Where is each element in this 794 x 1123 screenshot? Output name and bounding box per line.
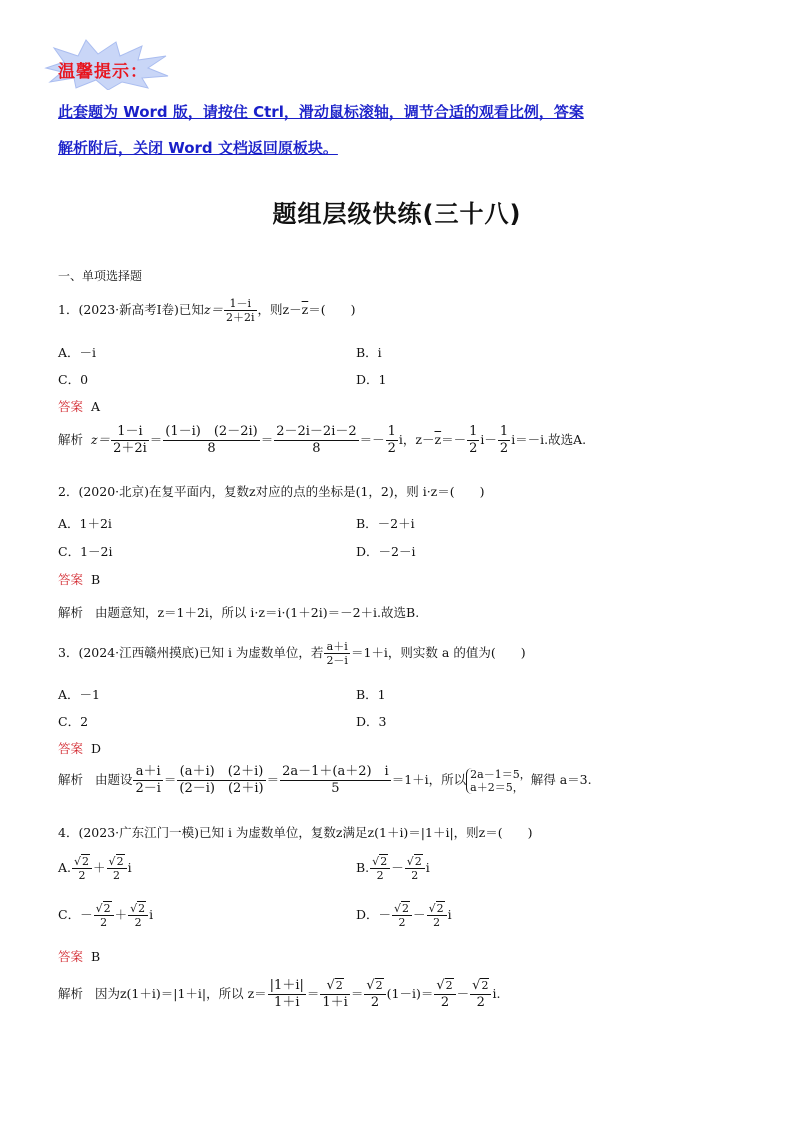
q2-option-d: D．－2－i xyxy=(356,544,416,559)
q4-option-b: B. $\frac{√2}{2}$ － $\frac{√2}{2}$ i xyxy=(356,855,430,882)
q4-option-c: C．－ $\frac{√2}{2}$ ＋ $\frac{√2}{2}$ i xyxy=(58,902,154,929)
q3-stem: 3．(2024·江西赣州摸底)已知 i 为虚数单位，若 $\frac{a+i}{2-i}$ ＝1＋i，则实数 a 的值为( ) xyxy=(58,640,526,667)
q1-option-c: C．0 xyxy=(58,372,89,387)
tip-label: 温馨提示： xyxy=(58,62,148,82)
q2-option-b: B．－2＋i xyxy=(356,516,415,531)
q2-option-a: A．1＋2i xyxy=(58,516,112,531)
q2-option-c: C．1－2i xyxy=(58,544,113,559)
q1-option-b: B．i xyxy=(356,345,382,360)
notice-line-1: 此套题为 Word 版，请按住 Ctrl，滑动鼠标滚轴，调节合适的观看比例，答案 xyxy=(58,103,584,121)
q1-option-d: D．1 xyxy=(356,372,387,387)
q1-stem: 1．(2023·新高考Ⅰ卷)已知z＝ $\frac{1-i}{2+2i}$ ，则$z-\overline{z}=$( ) xyxy=(58,297,356,324)
q2-analysis: 解析 由题意知，z＝1＋2i，所以 i·z＝i·(1＋2i)＝－2＋i.故选B. xyxy=(58,605,420,620)
q3-analysis: 解析 由题设 $\frac{a+i}{2-i}$ ＝ $\frac{(a+i) (2+i)}{(2-i) (2+i)}$ ＝ $\frac{2a-1+(a+2) i}{5}$ ＝1＋i，所以 2a－1＝5， a＋2＝5， 解得 a＝3. xyxy=(58,764,592,796)
q3-option-d: D．3 xyxy=(356,714,387,729)
q4-analysis: 解析 因为z(1＋i)＝|1＋i|，所以 z＝ $\frac{|1+i|}{1+i}$ ＝ $\frac{√2}{1+i}$ ＝ $\frac{√2}{2}$ (1－i)＝ $\frac{√2}{2}$ － $\frac{√2}{2}$ i. xyxy=(58,978,501,1010)
q1-answer: 答案 A xyxy=(58,399,100,414)
notice-line-2: 解析附后，关闭 Word 文档返回原板块。 xyxy=(58,139,338,157)
section-heading: 一、单项选择题 xyxy=(58,269,143,283)
q2-answer: 答案 B xyxy=(58,572,101,587)
page-title: 题组层级快练(三十八) xyxy=(272,200,522,228)
q3-option-b: B．1 xyxy=(356,687,386,702)
q3-option-c: C．2 xyxy=(58,714,89,729)
q4-option-d: D．－ $\frac{√2}{2}$ － $\frac{√2}{2}$ i xyxy=(356,902,452,929)
q2-stem: 2．(2020·北京)在复平面内，复数z对应的点的坐标是(1，2)，则 i·z＝( ) xyxy=(58,484,485,499)
q4-answer: 答案 B xyxy=(58,949,101,964)
q4-option-a: A. $\frac{√2}{2}$ ＋ $\frac{√2}{2}$ i xyxy=(58,855,132,882)
q3-answer: 答案 D xyxy=(58,741,101,756)
q1-option-a: A．－i xyxy=(58,345,97,360)
q4-stem: 4．(2023·广东江门一模)已知 i 为虚数单位，复数z满足z(1＋i)＝|1＋i|，则z＝( ) xyxy=(58,825,533,840)
q1-analysis: 解析 z＝ $\frac{1-i}{2+2i}$ ＝ $\frac{(1-i) (2-2i)}{8}$ ＝ $\frac{2-2i-2i-2}{8}$ ＝－ $\frac{1}{2}$ i，$z-\overline{z}=-$ $\frac{1}{2}$ i－ $\frac{1}{2}$ i＝－i.故选A. xyxy=(58,424,587,456)
q3-option-a: A．－1 xyxy=(58,687,100,702)
